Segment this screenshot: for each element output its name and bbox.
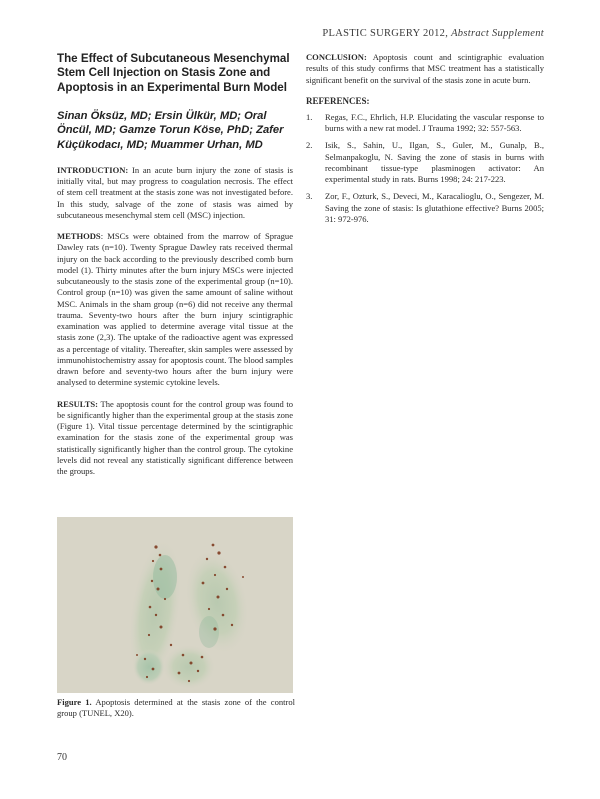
supplement-label: Abstract Supplement bbox=[451, 28, 544, 39]
introduction-label: INTRODUCTION: bbox=[57, 164, 129, 175]
references-heading: REFERENCES: bbox=[306, 95, 370, 106]
conclusion-label: CONCLUSION: bbox=[306, 52, 367, 62]
conclusion-text: Apoptosis count and scintigraphic evaluation results of this study confirms that MSC treatment has a statistically significant benefit on the survival of the stasis zone in acute burn. bbox=[306, 52, 544, 85]
running-header bbox=[322, 28, 544, 39]
micrograph-figure bbox=[57, 517, 293, 693]
reference-text: Isik, S., Sahin, U., Ilgan, S., Guler, M., Gunalp, B., Selmanpakoglu, N. Saving the zone of stasis in burns with recombinant tissue-type plasminogen activator: An experimental study in rats. Burns 1998; 24: 217-223. bbox=[325, 140, 544, 184]
author-list: Sinan Öksüz, MD; Ersin Ülkür, MD; Oral Öncül, MD; Gamze Torun Köse, PhD; Zafer Küçükodacı, MD; Muammer Urhan, MD bbox=[57, 110, 284, 151]
figure-label: Figure 1. bbox=[57, 697, 92, 707]
methods-text: : MSCs were obtained from the marrow of Sprague Dawley rats (n=10). Twenty Sprague Dawley rats received thermal injury on the back according to the previously described comb burn model (1). Thirty minutes after the burn injury MSCs were injected subcutaneously to the stasis zone of the experimental group (n=10). Control group (n=10) was given the same amount of saline without MSC. Animals in the sham group (n=6) did not receive any thermal trauma. Seventy-two hours after the burn injury scintigraphic examination was applied to determine average vital tissue at the stasis zone (2,3). The uptake of the radioactive agent was expressed as a percentage of vitality. Thereafter, skin samples were assessed by immunohistochemistry assay for apoptosis count. The blood samples drawn before and seventy-two hours after the burn injury were analysed to determine systemic cytokine levels. bbox=[57, 231, 293, 388]
results-label: RESULTS: bbox=[57, 398, 99, 409]
conclusion-section bbox=[306, 52, 544, 86]
left-column bbox=[57, 52, 293, 487]
reference-item bbox=[306, 191, 544, 225]
reference-item bbox=[306, 140, 544, 185]
reference-number: 2. bbox=[306, 140, 313, 151]
reference-text: Regas, F.C., Ehrlich, H.P. Elucidating the vascular response to burns with a new rat model. J Trauma 1992; 32: 557-563. bbox=[325, 111, 544, 133]
article-title: The Effect of Subcutaneous Mesenchymal Stem Cell Injection on Stasis Zone and Apoptosis in an Experimental Burn Model bbox=[57, 52, 290, 94]
reference-text: Zor, F., Ozturk, S., Deveci, M., Karacalioglu, O., Sengezer, M. Saving the zone of stasis: Is glutathione effective? Burns 2005; 31: 972-976. bbox=[325, 191, 544, 224]
right-column bbox=[306, 52, 544, 231]
introduction-text: In an acute burn injury the zone of stasis is initially vital, but may progress to coagulation necrosis. The effect of stem cell treatment at the stasis zone was not investigated before. In this study, salvage of the zone of stasis was aimed by subcutaneous mesenchymal stem cell (MSC) injection. bbox=[57, 164, 293, 220]
results-section bbox=[57, 399, 293, 478]
introduction-section bbox=[57, 165, 293, 221]
methods-label: METHODS bbox=[57, 231, 101, 242]
results-text: The apoptosis count for the control group was found to be significantly higher than the experimental group at the stasis zone (Figure 1). Vital tissue percentage determined by the scintigraphic examination for the stasis zone of the experimental group was statistically significantly higher than the control group. The cytokine levels did not reveal any statistically significant difference between the groups. bbox=[57, 398, 294, 477]
figure-caption-text: Apoptosis determined at the stasis zone of the control group (TUNEL, X20). bbox=[57, 697, 295, 719]
figure-caption bbox=[57, 697, 295, 720]
methods-section bbox=[57, 231, 293, 389]
micrograph-image bbox=[57, 517, 293, 693]
journal-name: PLASTIC SURGERY 2012, bbox=[322, 28, 449, 39]
page-number: 70 bbox=[57, 752, 67, 763]
reference-number: 3. bbox=[306, 191, 313, 202]
reference-list bbox=[306, 112, 544, 225]
reference-number: 1. bbox=[306, 111, 313, 122]
reference-item bbox=[306, 112, 544, 135]
